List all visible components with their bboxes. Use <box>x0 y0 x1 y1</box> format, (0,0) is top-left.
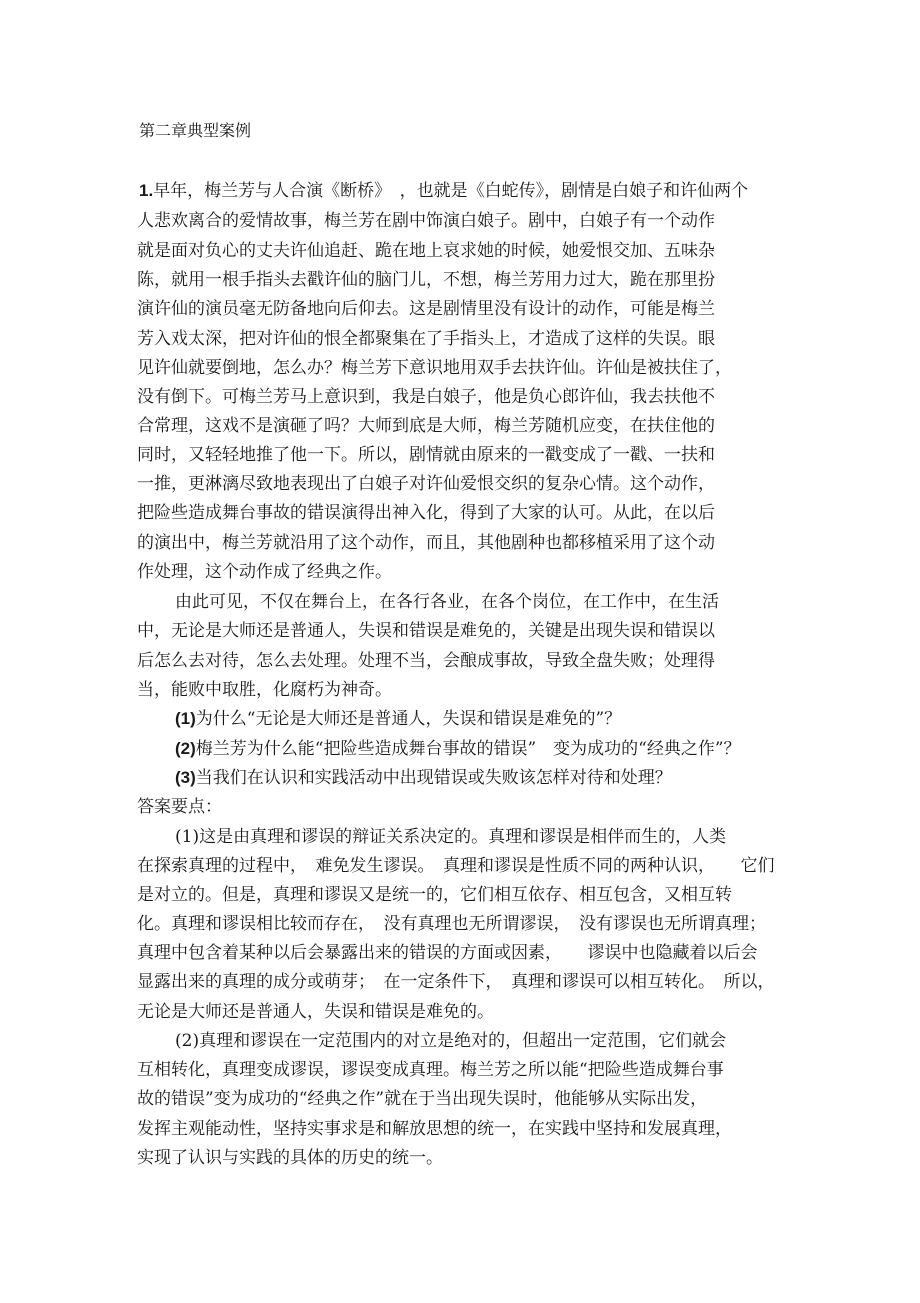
answer-number: (1) <box>175 827 200 847</box>
answer-2-first-line <box>175 1031 726 1051</box>
answer-line: 故的错误”变为成功的“经典之作”就在于当出现失误时，他能够从实际出发， <box>137 1089 708 1109</box>
case-line: 演许仙的演员毫无防备地向后仰去。这是剧情里没有设计的动作，可能是梅兰 <box>137 299 715 319</box>
case-line: 把险些造成舞台事故的错误演得出神入化，得到了大家的认可。从此，在以后 <box>137 503 715 523</box>
answer-line: 是对立的。但是，真理和谬误又是统一的，它们相互依存、相互包含，又相互转 <box>137 885 732 905</box>
answer-heading: 答案要点： <box>137 797 222 817</box>
answer-line: 真理中包含着某种以后会暴露出来的错误的方面或因素， 谬误中也隐藏着以后会 <box>137 943 758 963</box>
case-line: 合常理，这戏不是演砸了吗？大师到底是大师，梅兰芳随机应变，在扶住他的 <box>137 416 715 436</box>
case-line: 人悲欢离合的爱情故事，梅兰芳在剧中饰演白娘子。剧中，白娘子有一个动作 <box>137 211 715 231</box>
question-2 <box>175 739 741 759</box>
question-1 <box>175 709 621 729</box>
answer-line: 化。真理和谬误相比较而存在， 没有真理也无所谓谬误， 没有谬误也无所谓真理； <box>137 914 766 934</box>
case-line: 同时，又轻轻地推了他一下。所以，剧情就由原来的一戳变成了一戳、一扶和 <box>137 445 715 465</box>
answer-line: 发挥主观能动性，坚持实事求是和解放思想的统一，在实践中坚持和发展真理， <box>137 1119 732 1139</box>
answer-text: 这是由真理和谬误的辩证关系决定的。真理和谬误是相伴而生的，人类 <box>199 827 727 847</box>
answer-text: 真理和谬误在一定范围内的对立是绝对的，但超出一定范围，它们就会 <box>199 1031 727 1051</box>
commentary-line: 由此可见，不仅在舞台上，在各行各业，在各个岗位，在工作中，在生活 <box>175 592 719 612</box>
question-number: (2) <box>175 739 196 758</box>
case-line: 芳入戏太深，把对许仙的恨全都聚集在了手指头上，才造成了这样的失误。眼 <box>137 329 715 349</box>
answer-line: 显露出来的真理的成分或萌芽； 在一定条件下， 真理和谬误可以相互转化。 所以， <box>137 972 775 992</box>
question-text: 为什么“无论是大师还是普通人，失误和错误是难免的”？ <box>195 709 622 729</box>
case-line: 见许仙就要倒地，怎么办？梅兰芳下意识地用双手去扶许仙。许仙是被扶住了， <box>137 358 732 378</box>
answer-line: 在探索真理的过程中， 难免发生谬误。 真理和谬误是性质不同的两种认识， 它们 <box>137 856 775 876</box>
commentary-line: 中，无论是大师还是普通人，失误和错误是难免的，关键是出现失误和错误以 <box>137 621 715 641</box>
case-line: 没有倒下。可梅兰芳马上意识到，我是白娘子，他是负心郎许仙，我去扶他不 <box>137 387 715 407</box>
question-text: 当我们在认识和实践活动中出现错误或失败该怎样对待和处理？ <box>195 768 672 788</box>
answer-number: (2) <box>175 1031 200 1051</box>
question-3 <box>175 768 672 788</box>
answer-line: 无论是大师还是普通人，失误和错误是难免的。 <box>137 1002 494 1022</box>
case-line: 陈，就用一根手指头去戳许仙的脑门儿，不想，梅兰芳用力过大，跪在那里扮 <box>137 270 715 290</box>
question-number: (3) <box>175 768 196 787</box>
answer-line: 实现了认识与实践的具体的历史的统一。 <box>137 1148 443 1168</box>
answer-1-first-line <box>175 827 726 847</box>
question-number: (1) <box>175 709 196 728</box>
case-line: 一推，更淋漓尽致地表现出了白娘子对许仙爱恨交织的复杂心情。这个动作， <box>137 474 715 494</box>
commentary-line: 后怎么去对待，怎么去处理。处理不当，会酿成事故，导致全盘失败；处理得 <box>137 651 715 671</box>
case-line <box>139 181 748 201</box>
case-line: 就是面对负心的丈夫许仙追赶、跪在地上哀求她的时候，她爱恨交加、五味杂 <box>137 241 715 261</box>
case-number: 1. <box>139 181 154 200</box>
case-line: 的演出中，梅兰芳就沿用了这个动作，而且，其他剧种也都移植采用了这个动 <box>137 533 715 553</box>
case-line-text: 早年，梅兰芳与人合演《断桥》 ，也就是《白蛇传》，剧情是白娘子和许仙两个 <box>153 181 749 201</box>
answer-line: 互相转化，真理变成谬误，谬误变成真理。梅兰芳之所以能“把险些造成舞台事 <box>137 1060 724 1080</box>
chapter-title: 第二章典型案例 <box>139 121 252 140</box>
question-text: 梅兰芳为什么能“把险些造成舞台事故的错误” 变为成功的“经典之作”？ <box>195 739 741 759</box>
commentary-line: 当，能败中取胜，化腐朽为神奇。 <box>137 680 392 700</box>
case-line: 作处理，这个动作成了经典之作。 <box>137 562 392 582</box>
